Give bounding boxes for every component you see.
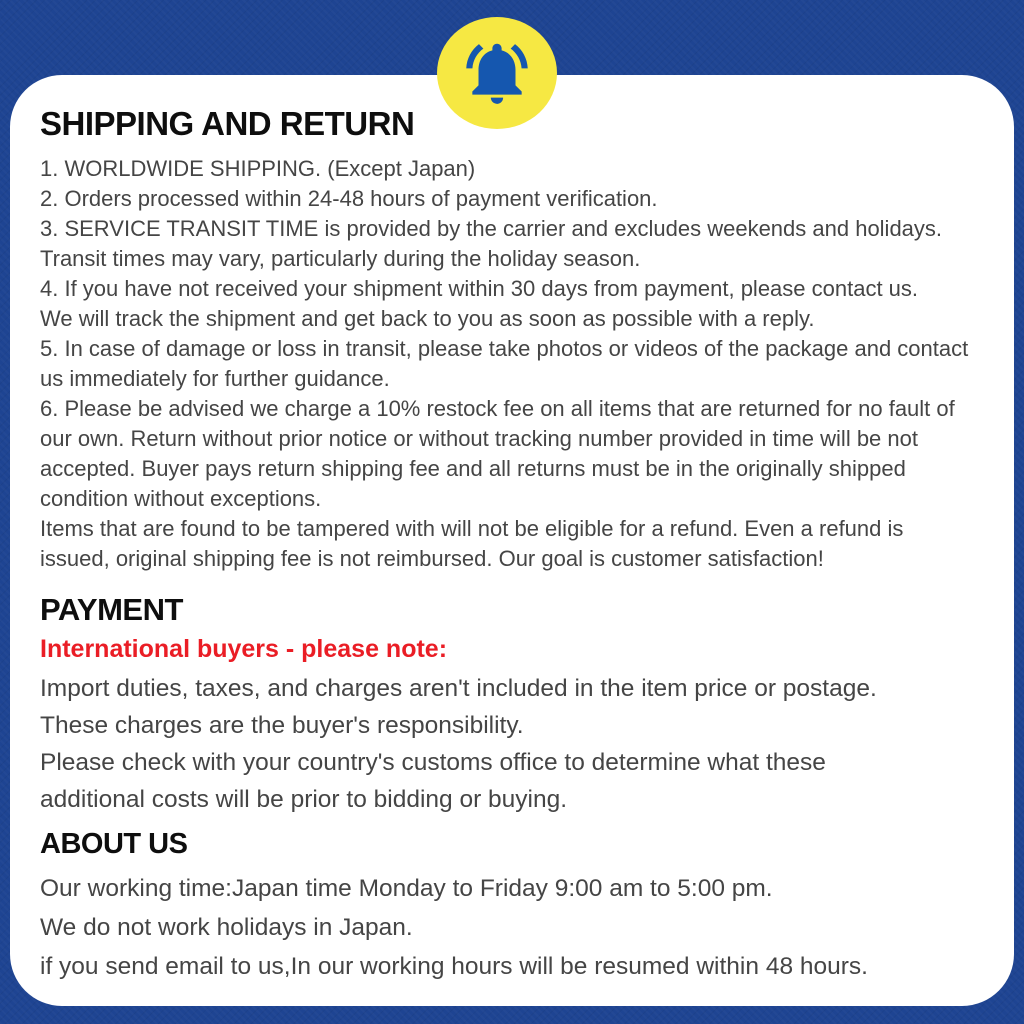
payment-text	[40, 670, 984, 818]
payment-title: PAYMENT	[40, 592, 183, 627]
shipping-return-line: issued, original shipping fee is not reimbursed. Our goal is customer satisfaction!	[40, 546, 824, 571]
bell-icon	[460, 36, 534, 110]
shipping-return-line: 4. If you have not received your shipment within 30 days from payment, please contact us.	[40, 276, 919, 301]
shipping-return-line: Items that are found to be tampered with will not be eligible for a refund. Even a refund is	[40, 516, 904, 541]
shipping-return-line: us immediately for further guidance.	[40, 366, 390, 391]
policy-card	[10, 75, 1014, 1006]
payment-line: additional costs will be prior to bidding or buying.	[40, 786, 568, 813]
shipping-return-line: 2. Orders processed within 24-48 hours of payment verification.	[40, 186, 658, 211]
about-us-text	[40, 869, 984, 986]
shipping-return-line: 3. SERVICE TRANSIT TIME is provided by the carrier and excludes weekends and holidays.	[40, 216, 943, 241]
international-buyers-note: International buyers - please note:	[40, 635, 448, 663]
shipping-return-line: our own. Return without prior notice or without tracking number provided in time will be not	[40, 426, 918, 451]
about-us-title: ABOUT US	[40, 828, 188, 860]
payment-line: Please check with your country's customs office to determine what these	[40, 749, 826, 776]
shipping-return-text	[40, 154, 984, 574]
shipping-return-line: 6. Please be advised we charge a 10% restock fee on all items that are returned for no fault of	[40, 396, 955, 421]
payment-line: Import duties, taxes, and charges aren't included in the item price or postage.	[40, 675, 877, 702]
shipping-return-line: accepted. Buyer pays return shipping fee and all returns must be in the originally shipped	[40, 456, 906, 481]
shipping-return-line: Transit times may vary, particularly during the holiday season.	[40, 246, 641, 271]
about-us-line: We do not work holidays in Japan.	[40, 914, 413, 941]
about-us-line: Our working time:Japan time Monday to Friday 9:00 am to 5:00 pm.	[40, 875, 773, 902]
payment-line: These charges are the buyer's responsibility.	[40, 712, 524, 739]
notification-badge	[437, 17, 557, 129]
shipping-return-line: 5. In case of damage or loss in transit, please take photos or videos of the package and contact	[40, 336, 969, 361]
about-us-line: if you send email to us,In our working hours will be resumed within 48 hours.	[40, 953, 868, 980]
shipping-return-line: 1. WORLDWIDE SHIPPING. (Except Japan)	[40, 156, 476, 181]
shipping-return-title: SHIPPING AND RETURN	[40, 105, 415, 142]
shipping-return-line: condition without exceptions.	[40, 486, 322, 511]
shipping-return-line: We will track the shipment and get back to you as soon as possible with a reply.	[40, 306, 815, 331]
